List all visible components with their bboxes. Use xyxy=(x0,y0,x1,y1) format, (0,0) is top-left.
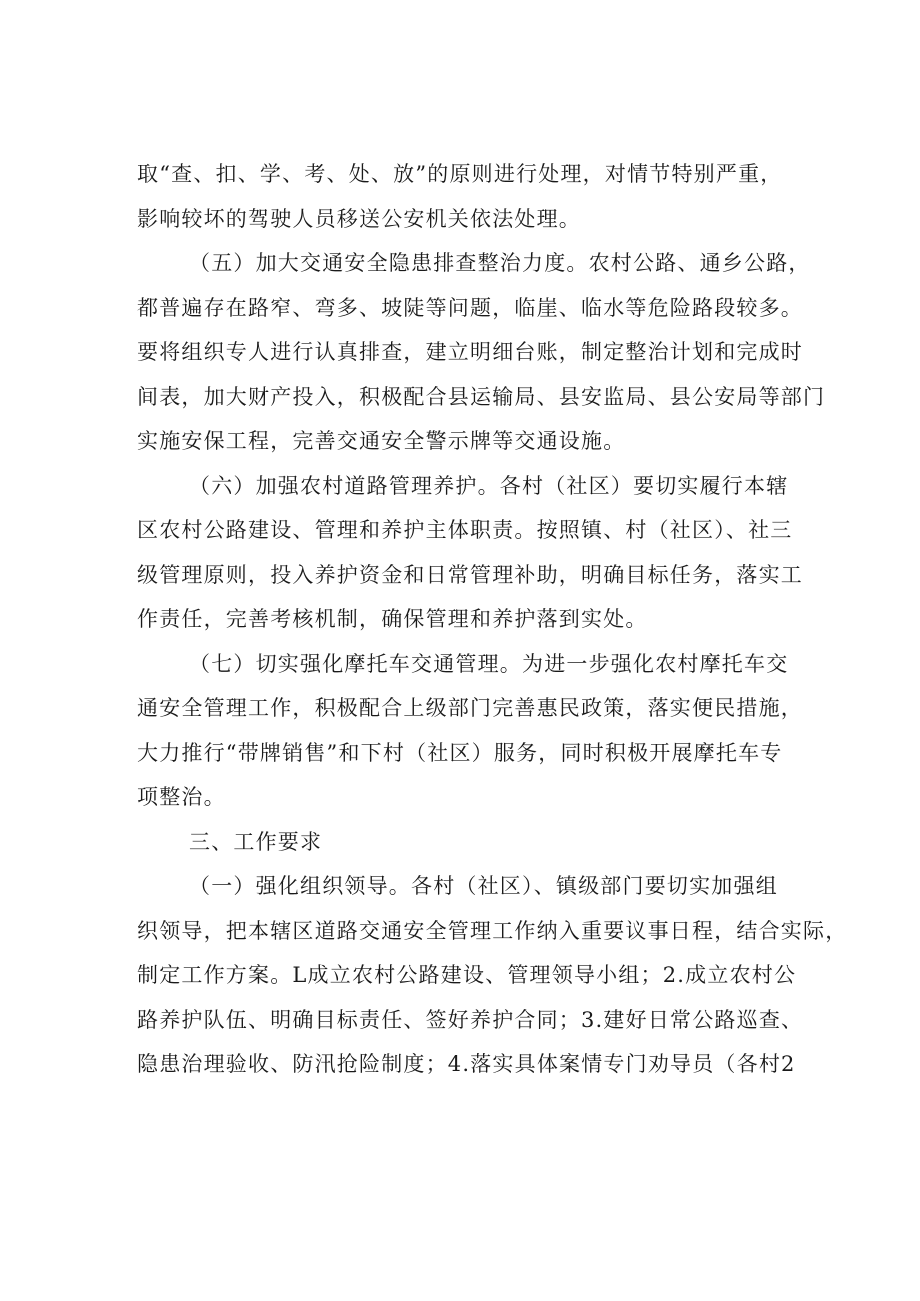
text-line: 取“查、扣、学、考、处、放”的原则进行处理，对情节特别严重， xyxy=(137,162,783,186)
paragraph-section-six xyxy=(137,464,803,642)
section-heading-three xyxy=(137,820,797,865)
paragraph-section-five xyxy=(137,241,826,464)
text-line: 作责任，完善考核机制，确保管理和养护落到实处。 xyxy=(137,607,648,631)
document-body xyxy=(137,152,848,1087)
text-line: 项整治。 xyxy=(137,785,226,809)
text-line: （六）加强农村道路管理养护。各村（社区）要切实履行本辖 xyxy=(189,473,789,498)
text-line: 制定工作方案。L成立农村公路建设、管理领导小组；2.成立农村公 xyxy=(137,963,797,987)
paragraph-continued xyxy=(137,152,797,241)
text-line: 区农村公路建设、管理和养护主体职责。按照镇、村（社区）、社三 xyxy=(137,518,793,542)
paragraph-section-seven xyxy=(137,642,803,820)
text-line: 织领导，把本辖区道路交通安全管理工作纳入重要议事日程，结合实际， xyxy=(137,918,848,943)
text-line: 影响较坏的驾驶人员移送公安机关依法处理。 xyxy=(137,206,581,231)
text-line: 级管理原则，投入养护资金和日常管理补助，明确目标任务，落实工 xyxy=(137,562,803,587)
text-line: （五）加大交通安全隐患排查整治力度。农村公路、通乡公路， xyxy=(189,251,811,275)
text-line: 通安全管理工作，积极配合上级部门完善惠民政策，落实便民措施， xyxy=(137,696,803,720)
text-line: 要将组织专人进行认真排查，建立明细台账，制定整治计划和完成时 xyxy=(137,340,803,364)
paragraph-section-one xyxy=(137,864,848,1087)
text-line: 大力推行“带牌销售”和下村（社区）服务，同时积极开展摩托车专 xyxy=(137,740,783,765)
section-heading: 三、工作要求 xyxy=(189,829,323,854)
text-line: （一）强化组织领导。各村（社区）、镇级部门要切实加强组 xyxy=(189,874,778,898)
text-line: 实施安保工程，完善交通安全警示牌等交通设施。 xyxy=(137,429,626,453)
text-line: 都普遍存在路窄、弯多、坡陡等问题，临崖、临水等危险路段较多。 xyxy=(137,295,803,320)
text-line: 路养护队伍、明确目标责任、签好养护合同；3.建好日常公路巡查、 xyxy=(137,1007,804,1032)
text-line: 间表，加大财产投入，积极配合县运输局、县安监局、县公安局等部门 xyxy=(137,384,826,409)
text-line: 隐患治理验收、防汛抢险制度；4.落实具体案情专门劝导员（各村2 xyxy=(137,1052,796,1076)
text-line: （七）切实强化摩托车交通管理。为进一步强化农村摩托车交 xyxy=(189,651,789,676)
